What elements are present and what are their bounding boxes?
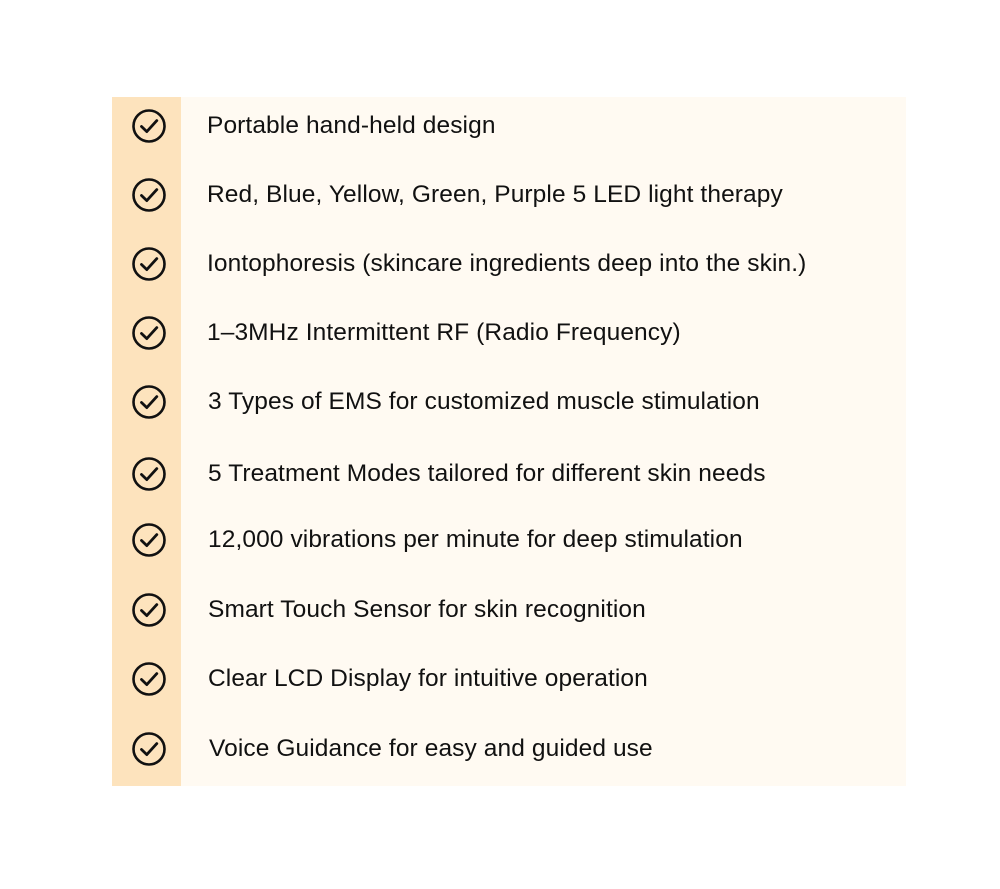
feature-list-item — [112, 308, 906, 358]
feature-list-item — [112, 724, 906, 774]
check-circle-icon — [131, 731, 167, 767]
check-circle-icon — [131, 108, 167, 144]
check-circle-icon — [131, 315, 167, 351]
feature-label: 1–3MHz Intermittent RF (Radio Frequency) — [207, 319, 681, 346]
check-circle-icon — [131, 456, 167, 492]
feature-label: 3 Types of EMS for customized muscle stimulation — [208, 388, 760, 415]
feature-list-item — [112, 170, 906, 220]
feature-list-item — [112, 515, 906, 565]
feature-list-panel — [112, 97, 906, 786]
check-circle-icon — [131, 384, 167, 420]
feature-list-item — [112, 239, 906, 289]
check-circle-icon — [131, 661, 167, 697]
feature-label: 12,000 vibrations per minute for deep stimulation — [208, 526, 743, 553]
feature-label: Voice Guidance for easy and guided use — [209, 735, 653, 762]
feature-list-item — [112, 377, 906, 427]
check-circle-icon — [131, 177, 167, 213]
feature-label: Red, Blue, Yellow, Green, Purple 5 LED light therapy — [207, 181, 783, 208]
check-circle-icon — [131, 246, 167, 282]
feature-label: Smart Touch Sensor for skin recognition — [208, 596, 646, 623]
feature-label: Clear LCD Display for intuitive operation — [208, 665, 648, 692]
feature-list-item — [112, 449, 906, 499]
check-circle-icon — [131, 592, 167, 628]
feature-list-item — [112, 585, 906, 635]
feature-label: Iontophoresis (skincare ingredients deep into the skin.) — [207, 250, 807, 277]
feature-list-item — [112, 654, 906, 704]
feature-list-item — [112, 101, 906, 151]
check-circle-icon — [131, 522, 167, 558]
feature-label: Portable hand-held design — [207, 112, 496, 139]
feature-label: 5 Treatment Modes tailored for different skin needs — [208, 460, 766, 487]
